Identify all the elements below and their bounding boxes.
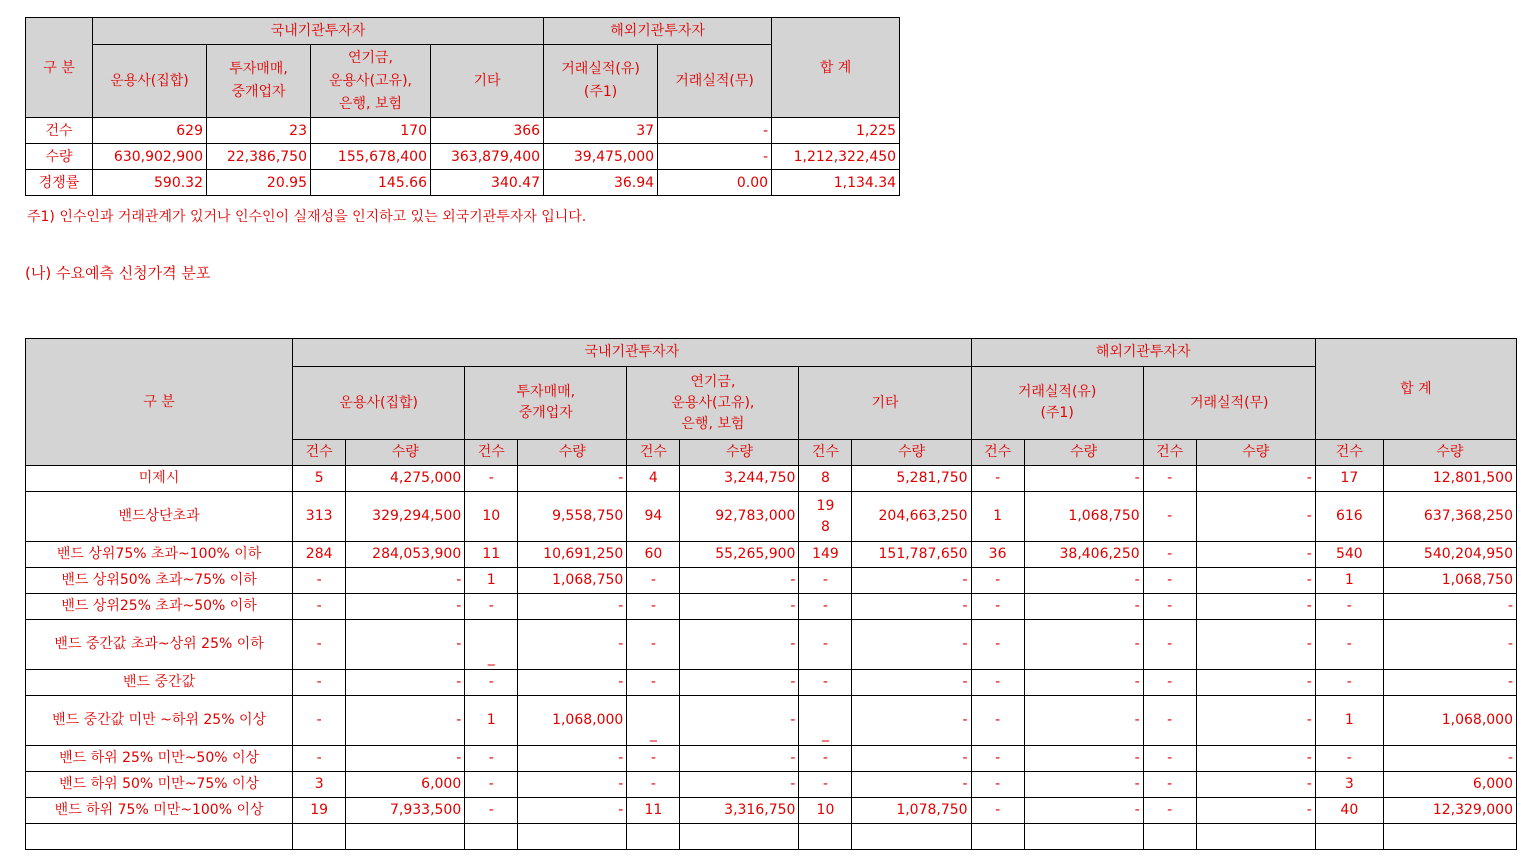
row-label: 경쟁률 [26,170,93,196]
empty-cell [680,824,799,850]
cell-value: - [1196,568,1315,594]
cell-value: - [293,594,346,620]
cell-value: - [1143,492,1196,542]
cell-value: _ [627,696,680,746]
cell-value: 94 [627,492,680,542]
cell-value: - [1143,696,1196,746]
cell-value: - [680,568,799,594]
cell-value: - [1143,772,1196,798]
table-row [26,170,900,196]
table-row [26,542,1517,568]
cell-value: - [971,798,1024,824]
table-row [26,568,1517,594]
header-domestic: 국내기관투자자 [93,18,544,45]
header-foreign: 해외기관투자자 [544,18,772,45]
cell-value: 204,663,250 [852,492,971,542]
cell-value: - [1143,670,1196,696]
cell-value: - [346,746,465,772]
cell-value: - [1024,620,1143,670]
cell-value: 12,329,000 [1383,798,1516,824]
cell-value: 149 [799,542,852,568]
cell-value: - [518,772,627,798]
cell-value: - [1143,568,1196,594]
cell-value: 155,678,400 [311,144,431,170]
cell-value: - [1024,670,1143,696]
cell-value: 3 [293,772,346,798]
cell-value: - [1383,594,1516,620]
cell-value: 313 [293,492,346,542]
cell-value: - [1143,542,1196,568]
cell-value: - [518,670,627,696]
header-col-5: 거래실적(무) [658,45,772,118]
header-col-3: 기타 [799,367,971,440]
cell-value: - [1024,746,1143,772]
cell-value: - [1383,670,1516,696]
cell-value: - [1143,594,1196,620]
cell-value: - [971,746,1024,772]
empty-cell [799,824,852,850]
cell-value: - [1196,620,1315,670]
cell-value: - [346,568,465,594]
cell-value: 6,000 [346,772,465,798]
participation-table [25,17,900,196]
cell-value: - [658,144,772,170]
cell-value: 17 [1315,466,1383,492]
empty-cell [1383,824,1516,850]
cell-value: 39,475,000 [544,144,658,170]
section-title: (나) 수요예측 신청가격 분포 [25,264,211,282]
cell-value: - [627,772,680,798]
empty-cell [293,824,346,850]
cell-value: 145.66 [311,170,431,196]
header-count: 건수 [465,440,518,466]
header-col-1: 투자매매, 중개업자 [465,367,627,440]
cell-value: - [1024,798,1143,824]
cell-value: - [1196,772,1315,798]
cell-value: - [852,772,971,798]
cell-value: - [1383,620,1516,670]
cell-value: - [293,568,346,594]
empty-cell [852,824,971,850]
cell-value: - [680,620,799,670]
cell-value: 4,275,000 [346,466,465,492]
cell-value: - [518,594,627,620]
cell-value: - [971,466,1024,492]
table-row [26,620,1517,670]
table-row [26,798,1517,824]
cell-value: 92,783,000 [680,492,799,542]
cell-value: - [1024,568,1143,594]
cell-value: - [799,772,852,798]
cell-value: - [293,670,346,696]
cell-value: 540,204,950 [1383,542,1516,568]
cell-value: - [852,670,971,696]
cell-value: - [346,670,465,696]
price-distribution-table [25,338,1517,850]
cell-value: 9,558,750 [518,492,627,542]
cell-value: _ [799,696,852,746]
cell-value: 40 [1315,798,1383,824]
row-label: 밴드 중간값 [26,670,293,696]
table-row [26,746,1517,772]
cell-value: - [971,568,1024,594]
header-col-3: 기타 [431,45,544,118]
cell-value: 329,294,500 [346,492,465,542]
cell-value: 0.00 [658,170,772,196]
cell-value: - [799,746,852,772]
cell-value: 60 [627,542,680,568]
cell-value: - [346,594,465,620]
cell-value: - [971,696,1024,746]
header-total: 합 계 [1315,339,1516,440]
cell-value: - [1196,492,1315,542]
cell-value: 284 [293,542,346,568]
empty-cell [346,824,465,850]
header-count: 건수 [799,440,852,466]
empty-cell [1196,824,1315,850]
header-qty: 수량 [1383,440,1516,466]
row-label: 수량 [26,144,93,170]
cell-value: - [658,118,772,144]
cell-value: 3,244,750 [680,466,799,492]
cell-value: 8 [799,466,852,492]
cell-value: 55,265,900 [680,542,799,568]
cell-value: 11 [627,798,680,824]
cell-value: - [1315,620,1383,670]
cell-value: - [852,620,971,670]
cell-value: - [1196,798,1315,824]
cell-value: - [465,746,518,772]
cell-value: 629 [93,118,207,144]
cell-value: 630,902,900 [93,144,207,170]
header-domestic: 국내기관투자자 [293,339,971,367]
row-label: 밴드상단초과 [26,492,293,542]
cell-value: - [627,568,680,594]
cell-value: - [1024,594,1143,620]
cell-value: - [1315,746,1383,772]
table-row [26,594,1517,620]
cell-value: - [1196,466,1315,492]
cell-value: - [1196,542,1315,568]
header-qty: 수량 [1196,440,1315,466]
cell-value: - [799,568,852,594]
cell-value: - [1143,798,1196,824]
cell-value: - [1383,746,1516,772]
cell-value: - [465,798,518,824]
cell-value: - [518,620,627,670]
cell-value: - [1196,696,1315,746]
row-label: 건수 [26,118,93,144]
cell-value: 3,316,750 [680,798,799,824]
cell-value: 1,068,750 [1383,568,1516,594]
cell-value: - [680,696,799,746]
header-qty: 수량 [518,440,627,466]
cell-value: - [1024,696,1143,746]
empty-cell [1315,824,1383,850]
cell-value: 1,068,750 [1024,492,1143,542]
cell-value: 1,068,750 [518,568,627,594]
cell-value: - [1196,594,1315,620]
cell-value: 1,212,322,450 [772,144,900,170]
cell-value: 616 [1315,492,1383,542]
cell-value: - [799,620,852,670]
cell-value: - [346,620,465,670]
cell-value: - [680,772,799,798]
cell-value: 3 [1315,772,1383,798]
cell-value: 284,053,900 [346,542,465,568]
cell-value: - [293,746,346,772]
cell-value: - [799,670,852,696]
table-row [26,492,1517,542]
cell-value: 1 [971,492,1024,542]
cell-value: 10,691,250 [518,542,627,568]
cell-value: - [1024,772,1143,798]
cell-value: - [465,466,518,492]
table-row-empty [26,824,1517,850]
cell-value: - [1196,746,1315,772]
cell-value: 22,386,750 [207,144,311,170]
cell-value: - [971,594,1024,620]
cell-value: 366 [431,118,544,144]
header-qty: 수량 [680,440,799,466]
cell-value: - [465,772,518,798]
cell-value: 12,801,500 [1383,466,1516,492]
cell-value: - [852,696,971,746]
table-row [26,118,900,144]
cell-value: 590.32 [93,170,207,196]
empty-cell [26,824,293,850]
table-row [26,466,1517,492]
header-qty: 수량 [852,440,971,466]
header-total: 합 계 [772,18,900,118]
cell-value: - [799,594,852,620]
cell-value: _ [465,620,518,670]
row-label: 밴드 중간값 초과~상위 25% 이하 [26,620,293,670]
cell-value: 23 [207,118,311,144]
header-col-0: 운용사(집합) [93,45,207,118]
cell-value: - [1024,466,1143,492]
header-foreign: 해외기관투자자 [971,339,1315,367]
table-row [26,772,1517,798]
cell-value: - [852,568,971,594]
row-label: 밴드 상위75% 초과~100% 이하 [26,542,293,568]
header-col-1: 투자매매, 중개업자 [207,45,311,118]
cell-value: - [627,670,680,696]
cell-value: - [518,466,627,492]
header-col-0: 운용사(집합) [293,367,465,440]
cell-value: 36.94 [544,170,658,196]
cell-value: - [852,594,971,620]
header-category: 구 분 [26,18,93,118]
cell-value: - [971,670,1024,696]
header-qty: 수량 [1024,440,1143,466]
cell-value: 37 [544,118,658,144]
row-label: 밴드 하위 50% 미만~75% 이상 [26,772,293,798]
header-qty: 수량 [346,440,465,466]
cell-value: - [1315,594,1383,620]
cell-value: - [971,620,1024,670]
cell-value: - [1143,620,1196,670]
table-row [26,144,900,170]
header-category: 구 분 [26,339,293,466]
cell-value: 1 [1315,568,1383,594]
cell-value: 1 [1315,696,1383,746]
cell-value: 363,879,400 [431,144,544,170]
cell-value: - [346,696,465,746]
cell-value: - [518,746,627,772]
empty-cell [1143,824,1196,850]
cell-value: - [680,594,799,620]
cell-value: - [465,594,518,620]
cell-value: - [852,746,971,772]
cell-value: 6,000 [1383,772,1516,798]
header-col-2: 연기금, 운용사(고유), 은행, 보험 [627,367,799,440]
cell-value: 170 [311,118,431,144]
header-count: 건수 [293,440,346,466]
empty-cell [518,824,627,850]
cell-value: 1,225 [772,118,900,144]
cell-value: - [293,696,346,746]
header-col-4: 거래실적(유) (주1) [971,367,1143,440]
cell-value: 1,134.34 [772,170,900,196]
cell-value: 1,078,750 [852,798,971,824]
cell-value: 637,368,250 [1383,492,1516,542]
cell-value: 19 [293,798,346,824]
row-label: 밴드 중간값 미만 ~하위 25% 이상 [26,696,293,746]
header-count: 건수 [1315,440,1383,466]
cell-value: 20.95 [207,170,311,196]
cell-value: 151,787,650 [852,542,971,568]
row-label: 밴드 하위 75% 미만~100% 이상 [26,798,293,824]
table-row [26,696,1517,746]
cell-value: - [1143,466,1196,492]
row-label: 밴드 상위25% 초과~50% 이하 [26,594,293,620]
cell-value: 1 [465,568,518,594]
header-col-2: 연기금, 운용사(고유), 은행, 보험 [311,45,431,118]
header-col-4: 거래실적(유) (주1) [544,45,658,118]
cell-value: - [627,620,680,670]
empty-cell [465,824,518,850]
row-label: 미제시 [26,466,293,492]
cell-value: 340.47 [431,170,544,196]
footnote: 주1) 인수인과 거래관계가 있거나 인수인이 실재성을 인지하고 있는 외국기관투자자 입니다. [27,209,587,225]
cell-value: 1,068,000 [518,696,627,746]
cell-value: 5,281,750 [852,466,971,492]
cell-value: 1 [465,696,518,746]
cell-value: - [627,594,680,620]
row-label: 밴드 상위50% 초과~75% 이하 [26,568,293,594]
cell-value: - [971,772,1024,798]
header-count: 건수 [971,440,1024,466]
cell-value: 5 [293,466,346,492]
cell-value: 36 [971,542,1024,568]
cell-value: - [680,670,799,696]
row-label: 밴드 하위 25% 미만~50% 이상 [26,746,293,772]
cell-value: 10 [465,492,518,542]
cell-value: 1,068,000 [1383,696,1516,746]
empty-cell [1024,824,1143,850]
empty-cell [971,824,1024,850]
cell-value: 7,933,500 [346,798,465,824]
cell-value: - [293,620,346,670]
cell-value: - [1196,670,1315,696]
cell-value: - [518,798,627,824]
cell-value: 4 [627,466,680,492]
cell-value: 11 [465,542,518,568]
cell-value: - [627,746,680,772]
cell-value: - [1143,746,1196,772]
table-row [26,670,1517,696]
cell-value: 19 8 [799,492,852,542]
header-count: 건수 [1143,440,1196,466]
header-count: 건수 [627,440,680,466]
cell-value: 38,406,250 [1024,542,1143,568]
cell-value: 540 [1315,542,1383,568]
cell-value: - [465,670,518,696]
cell-value: 10 [799,798,852,824]
cell-value: - [1315,670,1383,696]
cell-value: - [680,746,799,772]
header-col-5: 거래실적(무) [1143,367,1315,440]
empty-cell [627,824,680,850]
